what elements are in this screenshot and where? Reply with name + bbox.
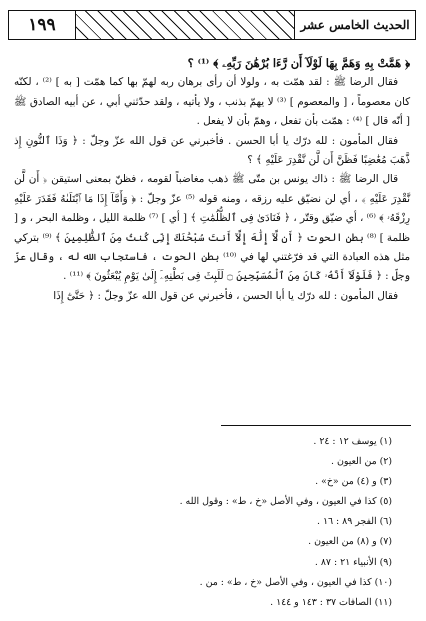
chapter-title: الحديث الخامس عشر [300, 18, 410, 32]
header-hatch-ornament [75, 11, 295, 39]
page-header [8, 10, 416, 40]
page-number: ١٩٩ [28, 15, 56, 35]
footnote: (٢) من العيون . [331, 456, 392, 468]
quran-verse-line: ﴿ هَمَّتْ بِهِ وَهَمَّ بِهَا لَوْلَآ أَن رَّءَا بُرْهَٰنَ رَبِّهِۦ ﴾ ⁽¹⁾ ؟ [187, 56, 410, 70]
footnote: (٥) كذا في العيون ، وفي الأصل «خ ، ط» : وقول الله . [179, 496, 392, 508]
footnote: (٣) و (٤) من «خ» . [315, 476, 392, 488]
footnote: (٦) الفجر ٨٩ : ١٦ . [316, 516, 392, 528]
footnote: (١١) الصافات ٣٧ : ١٤٣ و ١٤٤ . [270, 596, 392, 608]
paragraph-rida-answer: فقال الرضا ﷺ : لقد همّت به ، ولولا أن رأى برهان ربه لهمّ بها كما همّت [ به ] ⁽²⁾ ، لكنّه كان معصوماً ، [ والمعصوم ] ⁽³⁾ لا يهمّ بذنب ، ولا يأتيه ، ولقد حدّثني أبي ، عن أبيه الصادق ﷺ [ أنّه قال ] ⁽⁴⁾ : همّت بأن تفعل ، وهمّ بأن لا يفعل . [14, 76, 410, 128]
main-text [14, 54, 410, 306]
footnote-separator [221, 425, 411, 426]
footnote: (٧) و (٨) من العيون . [308, 536, 392, 548]
paragraph-mamun-next-question: فقال المأمون : لله درّك يا أبا الحسن ، فأخبرني عن قول الله عزّ وجلّ : ﴿ حَتَّىٰٓ إِذَا [53, 289, 398, 302]
paragraph-mamun-question: فقال المأمون : لله درّك يا أبا الحسن . فأخبرني عن قول الله عزّ وجلّ : ﴿ وَذَا ٱلنُّونِ إِذ ذَّهَبَ مُغَٰضِبًا فَظَنَّ أَن لَّن نَّقْدِرَ عَلَيْهِ ﴾ ؟ [14, 134, 410, 167]
footnotes [14, 432, 410, 613]
footnote: (١) يوسف ١٢ : ٢٤ . [313, 436, 392, 447]
footnote: (١٠) كذا في العيون ، وفي الأصل «خ ، ط» : من . [199, 576, 392, 588]
paragraph-yunus-explanation: قال الرضا ﷺ : ذاك يونس بن متّى ﷺ ذهب مغاضباً لقومه ، فظنّ بمعنى استيقن ﴿ أَن لَّن نَّقْدِرَ عَلَيْهِ ﴾ ، أي لن نضيّق عليه رزقه ، ومنه قوله ⁽⁵⁾ عزّ وجلّ : ﴿ وَأَمَّآ إِذَا مَا ٱبْتَلَىٰهُ فَقَدَرَ عَلَيْهِ رِزْقَهُۥ ﴾ ⁽⁶⁾ ، أي ضيّق وقتّر ، ﴿ فَنَادَىٰ فِى ٱلظُّلُمَٰتِ ﴾ [ أي ] ⁽⁷⁾ ظلمة الليل ، وظلمة البحر ، و [ ظلمة ] ⁽⁸⁾ بطن الحوت ﴿ أَن لَّآ إِلَٰهَ إِلَّآ أَنتَ سُبْحَٰنَكَ إِنِّى كُنتُ مِنَ ٱلظَّٰلِمِينَ ﴾ ⁽⁹⁾ بتركي مثل هذه العبادة التي قد فرّغتني لها في ⁽¹⁰⁾ بطن الحوت ، فاستجاب الله له ، وقال عزّ وجلّ : ﴿ فَلَوْلَآ أَنَّهُۥ كَانَ مِنَ ٱلْمُسَبِّحِينَ ۝ لَلَبِثَ فِى بَطْنِهِۦٓ إِلَىٰ يَوْمِ يُبْعَثُونَ ﴾ ⁽¹¹⁾ . [14, 173, 410, 283]
footnote: (٩) الأنبياء ٢١ : ٨٧ . [314, 556, 392, 568]
